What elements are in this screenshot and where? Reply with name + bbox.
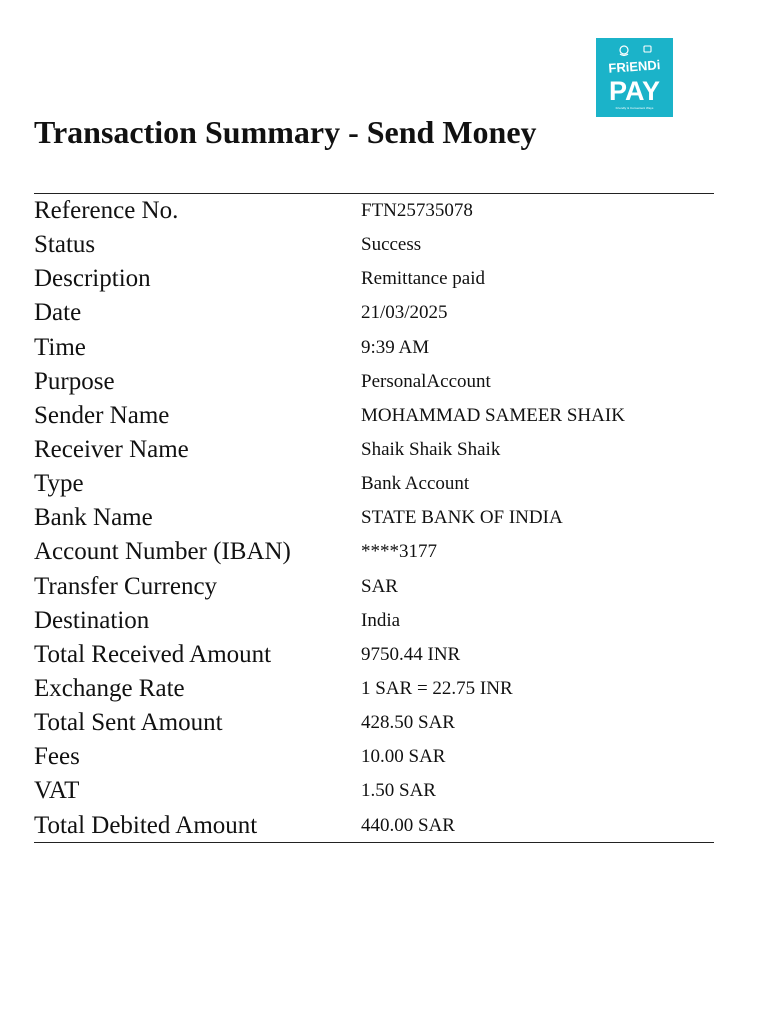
detail-label: Destination: [34, 606, 150, 634]
detail-label: Date: [34, 299, 82, 327]
table-bottom-divider: [34, 842, 714, 843]
logo-brand-top: FRiENDi: [607, 57, 661, 76]
detail-row: [34, 433, 714, 467]
detail-value: Remittance paid: [361, 268, 485, 290]
detail-value: ****3177: [361, 541, 437, 563]
detail-row: [34, 228, 714, 262]
detail-value: 428.50 SAR: [361, 712, 455, 734]
friendi-pay-logo: [596, 38, 673, 117]
detail-value: 9:39 AM: [361, 336, 430, 358]
detail-value: SAR: [361, 575, 398, 597]
detail-row: [34, 706, 714, 740]
detail-label: Description: [34, 265, 151, 293]
detail-value: 1 SAR = 22.75 INR: [361, 678, 513, 700]
detail-value: India: [361, 609, 401, 631]
detail-row: [34, 262, 714, 296]
detail-label: Bank Name: [34, 504, 153, 532]
detail-label: Total Debited Amount: [34, 811, 258, 839]
detail-row: [34, 331, 714, 365]
detail-value: 440.00 SAR: [361, 814, 455, 836]
detail-value: Shaik Shaik Shaik: [361, 439, 501, 461]
detail-row: [34, 467, 714, 501]
detail-row: [34, 740, 714, 774]
logo-brand-bottom: PAY: [608, 76, 661, 106]
logo-tagline: Friendly & Convenient Ways: [615, 106, 654, 110]
detail-value: MOHAMMAD SAMEER SHAIK: [361, 404, 625, 426]
detail-value: 1.50 SAR: [361, 780, 436, 802]
detail-label: Exchange Rate: [34, 675, 185, 703]
detail-label: Receiver Name: [34, 436, 189, 464]
detail-value: 10.00 SAR: [361, 746, 446, 768]
detail-row: [34, 365, 714, 399]
detail-label: Sender Name: [34, 401, 170, 429]
detail-row: [34, 535, 714, 569]
detail-label: Fees: [34, 743, 80, 771]
detail-row: [34, 570, 714, 604]
detail-label: Reference No.: [34, 197, 179, 225]
detail-label: Transfer Currency: [34, 572, 218, 600]
detail-row: [34, 296, 714, 330]
detail-value: FTN25735078: [361, 200, 473, 222]
detail-row: [34, 774, 714, 808]
detail-value: 21/03/2025: [361, 302, 448, 324]
detail-label: Time: [34, 333, 86, 361]
detail-value: Success: [361, 234, 422, 256]
detail-row: [34, 399, 714, 433]
detail-label: Account Number (IBAN): [34, 538, 291, 566]
page-title: Transaction Summary - Send Money: [34, 114, 537, 150]
detail-label: VAT: [34, 777, 80, 805]
detail-value: STATE BANK OF INDIA: [361, 507, 563, 529]
detail-row: [34, 638, 714, 672]
detail-label: Total Sent Amount: [34, 709, 223, 737]
detail-label: Total Received Amount: [34, 640, 272, 668]
detail-value: Bank Account: [361, 473, 470, 495]
detail-value: 9750.44 INR: [361, 643, 461, 665]
detail-row: [34, 809, 714, 843]
detail-row: [34, 501, 714, 535]
detail-label: Type: [34, 470, 84, 498]
transaction-details-table: [34, 194, 714, 843]
detail-value: PersonalAccount: [361, 370, 491, 392]
detail-row: [34, 672, 714, 706]
detail-label: Status: [34, 231, 96, 259]
detail-row: [34, 604, 714, 638]
detail-label: Purpose: [34, 367, 115, 395]
detail-row: [34, 194, 714, 228]
